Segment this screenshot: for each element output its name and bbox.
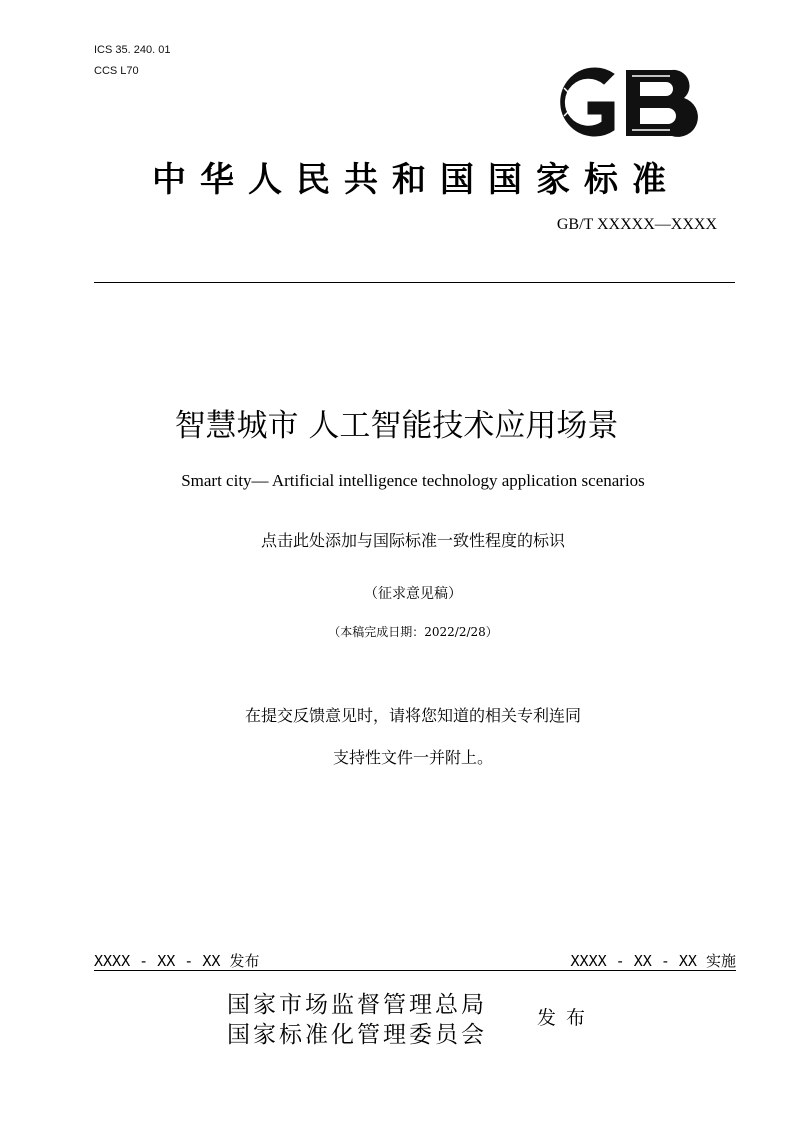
gb-logo-g <box>561 68 614 136</box>
feedback-notice-line1: 在提交反馈意见时，请将您知道的相关专利连同 <box>244 706 581 725</box>
gb-logo <box>544 62 700 142</box>
classification-codes <box>94 40 170 82</box>
document-title-en: Smart city— Artificial intelligence technology application scenarios <box>181 471 645 490</box>
draft-completion-date: （本稿完成日期：2022/2/28） <box>328 625 498 639</box>
feedback-notice-line2: 支持性文件一并附上。 <box>332 748 493 767</box>
issuing-authority-sac: 国家标准化管理委员会 <box>227 1022 487 1048</box>
publish-date: XXXX - XX - XX 发布 <box>94 952 260 970</box>
document-title-cn: 智慧城市 人工智能技术应用场景 <box>174 408 619 444</box>
ics-code: ICS 35. 240. 01 <box>94 44 171 56</box>
standard-number: GB/T XXXXX—XXXX <box>556 216 717 233</box>
national-standard-title: 中华人民共和国国家标准 <box>152 160 680 200</box>
consistency-note[interactable]: 点击此处添加与国际标准一致性程度的标识 <box>260 531 565 550</box>
implementation-date: XXXX - XX - XX 实施 <box>570 952 736 970</box>
issue-label: 发布 <box>537 1007 596 1029</box>
issuing-authority-samr: 国家市场监督管理总局 <box>227 992 487 1018</box>
gb-logo-b <box>626 70 698 137</box>
ccs-code: CCS L70 <box>94 65 139 77</box>
footer-divider <box>94 970 736 971</box>
draft-label: （征求意见稿） <box>364 586 462 602</box>
header-divider <box>94 282 735 283</box>
